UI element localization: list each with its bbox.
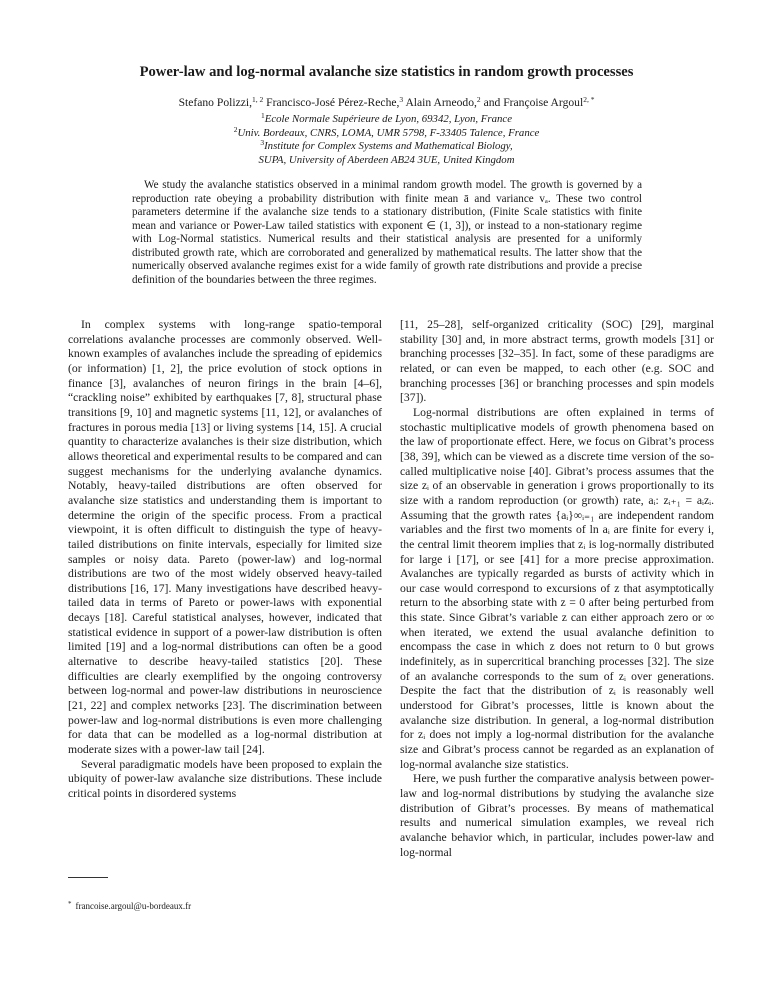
author-name: Francisco-José Pérez-Reche,	[266, 96, 400, 109]
affiliations	[0, 113, 773, 167]
affiliation-line: $^3$Institute for Complex Systems and Mathematical Biology,	[260, 138, 513, 152]
author-affil-mark: 3	[399, 95, 404, 104]
abstract	[132, 179, 642, 287]
author-name: Stefano Polizzi,	[178, 96, 252, 109]
body-paragraph: Log-normal distributions are often explained in terms of stochastic multiplicative models of growth phenomena based on the law of proportionate effect. Here, we focus on Gibrat’s process [38, 39], which can be viewed as a discrete time version of the so-called multiplicative noise [40]. Gibrat’s process assumes that the size zᵢ of an observable in generation i grows proportionally to its size with a random reproduction (or growth) rate, aᵢ: zᵢ₊₁ = aᵢzᵢ. Assuming that the growth rates {aᵢ}∞ᵢ₌₁ are independent random variables and the first two moments of ln aᵢ are finite for every i, the central limit theorem implies that zᵢ is log-normally distributed for large i [17], or see [41] for a more precise approximation. Avalanches are typically regarded as bursts of activity which in our case would correspond to excursions of z that asymptotically return to the absorbing state with z = 0 after being perturbed from this state. Since Gibrat’s variable z can either approach zero or ∞ when iterated, we extend the usual avalanche definition to encompass the case in which z does not return to 0 but grows indefinitely, as in supercritical branching processes [32]. The size of an avalanche corresponds to the sum of zᵢ over generations. Despite the fact that the distribution of zᵢ is reasonably well understood for Gibrat’s processes, little is known about the avalanche size distribution. In general, a log-normal distribution for zᵢ does not imply a log-normal distribution for the avalanche size and Gibrat’s process cannot be regarded as an explanation of log-normal avalanche size statistics.	[400, 405, 714, 771]
author-list	[0, 96, 773, 109]
footnote	[68, 900, 191, 911]
affiliation-line: SUPA, University of Aberdeen AB24 3UE, United Kingdom	[258, 153, 515, 166]
abstract-text: We study the avalanche statistics observed in a minimal random growth model. The growth is governed by a reproduction rate obeying a probability distribution with finite mean ā and variance vₐ. These two control parameters determine if the avalanche size tends to a stationary distribution, (Finite Scale statistics with finite mean and variance or Power-Law tailed statistics with exponent ∈ (1, 3]), or instead to a non-stationary regime with Log-Normal statistics. Numerical results and their statistical analysis are presented for a uniformly distributed growth rate, which are corroborated and generalized by mathematical results. The latter show that the numerically observed avalanche regimes exist for a wide family of growth rate distributions and provide a precise definition of the boundaries between the three regimes.	[132, 179, 642, 286]
author-name: Alain Arneodo,	[405, 96, 477, 109]
footnote-email: francoise.argoul@u-bordeaux.fr	[75, 901, 192, 911]
author-affil-mark: 2, *	[583, 95, 595, 104]
body-paragraph: Here, we push further the comparative analysis between power-law and log-normal distributions by studying the avalanche size distribution of Gibrat’s processes. By means of mathematical results and numerical simulation examples, we reveal rich avalanche behavior which, in particular, includes power-law and log-normal	[400, 772, 714, 859]
author-affil-mark: 1, 2	[251, 95, 264, 104]
body-paragraph: [11, 25–28], self-organized criticality (SOC) [29], marginal stability [30] and, in more abstract terms, growth models [31] or branching processes [32–35]. In fact, some of these paradigms are related, or can even be mapped, to each other (e.g. SOC and branching processes [36] or branching processes and spin models [37]).	[400, 318, 714, 405]
author-name: and Françoise Argoul	[483, 96, 584, 109]
author-affil-mark: 2	[476, 95, 481, 104]
footnote-rule	[68, 877, 108, 878]
affiliation-line: $^1$Ecole Normale Supérieure de Lyon, 69342, Lyon, France	[261, 111, 512, 125]
footnote-mark: *	[68, 900, 72, 908]
paper-title: Power-law and log-normal avalanche size statistics in random growth processes	[139, 64, 634, 80]
affiliation-line: $^2$Univ. Bordeaux, CNRS, LOMA, UMR 5798, F-33405 Talence, France	[233, 124, 540, 139]
body-paragraph: In complex systems with long-range spatio-temporal correlations avalanche processes are commonly observed. Well-known examples of avalanches include the spreading of epidemics (or information) [1, 2], the price evolution of stock options in finance [3], avalanches of neuron firings in the brain [4–6], “crackling noise” exhibited by earthquakes [7, 8], structural phase transitions [9, 10] and magnetic systems [11, 12], or avalanches of fractures in porous media [13] or living systems [14, 15]. A crucial quantity to characterize avalanches is their size distribution, which allows theoretical and experimental results to be compared and can suggest mechanisms for the underlying avalanche dynamics. Notably, heavy-tailed distributions are often observed for avalanche size statistics and understanding them is important to determine the origin of the specific process. From a practical viewpoint, it is often difficult to distinguish the type of heavy-tailed distributions on finite intervals, especially for limited size samples or noisy data. Pareto (power-law) and log-normal distributions are two of the most widely observed heavy-tailed distributions [16, 17]. Many investigations have described heavy-tailed data in terms of Pareto or power-laws with exponential decays [18]. Careful statistical analyses, however, indicated that statistical evidence in support of a power-law distribution is often limited [19] and a log-normal distributions can often be a good alternative to describe heavy-tailed statistics [20]. These difficulties are clearly exemplified by the ongoing controversy between log-normal and power-law distributions in neuroscience [21, 22] and complex networks [23]. The discrimination between power-law and log-normal distributions is even more challenging for data that can be modelled as a log-normal distribution at moderate sizes with a power-law tail [24].	[68, 318, 382, 757]
body-column-right	[400, 318, 714, 860]
body-column-left	[68, 318, 382, 802]
body-paragraph: Several paradigmatic models have been proposed to explain the ubiquity of power-law avalanche size distributions. These include critical points in disordered systems	[68, 757, 382, 800]
